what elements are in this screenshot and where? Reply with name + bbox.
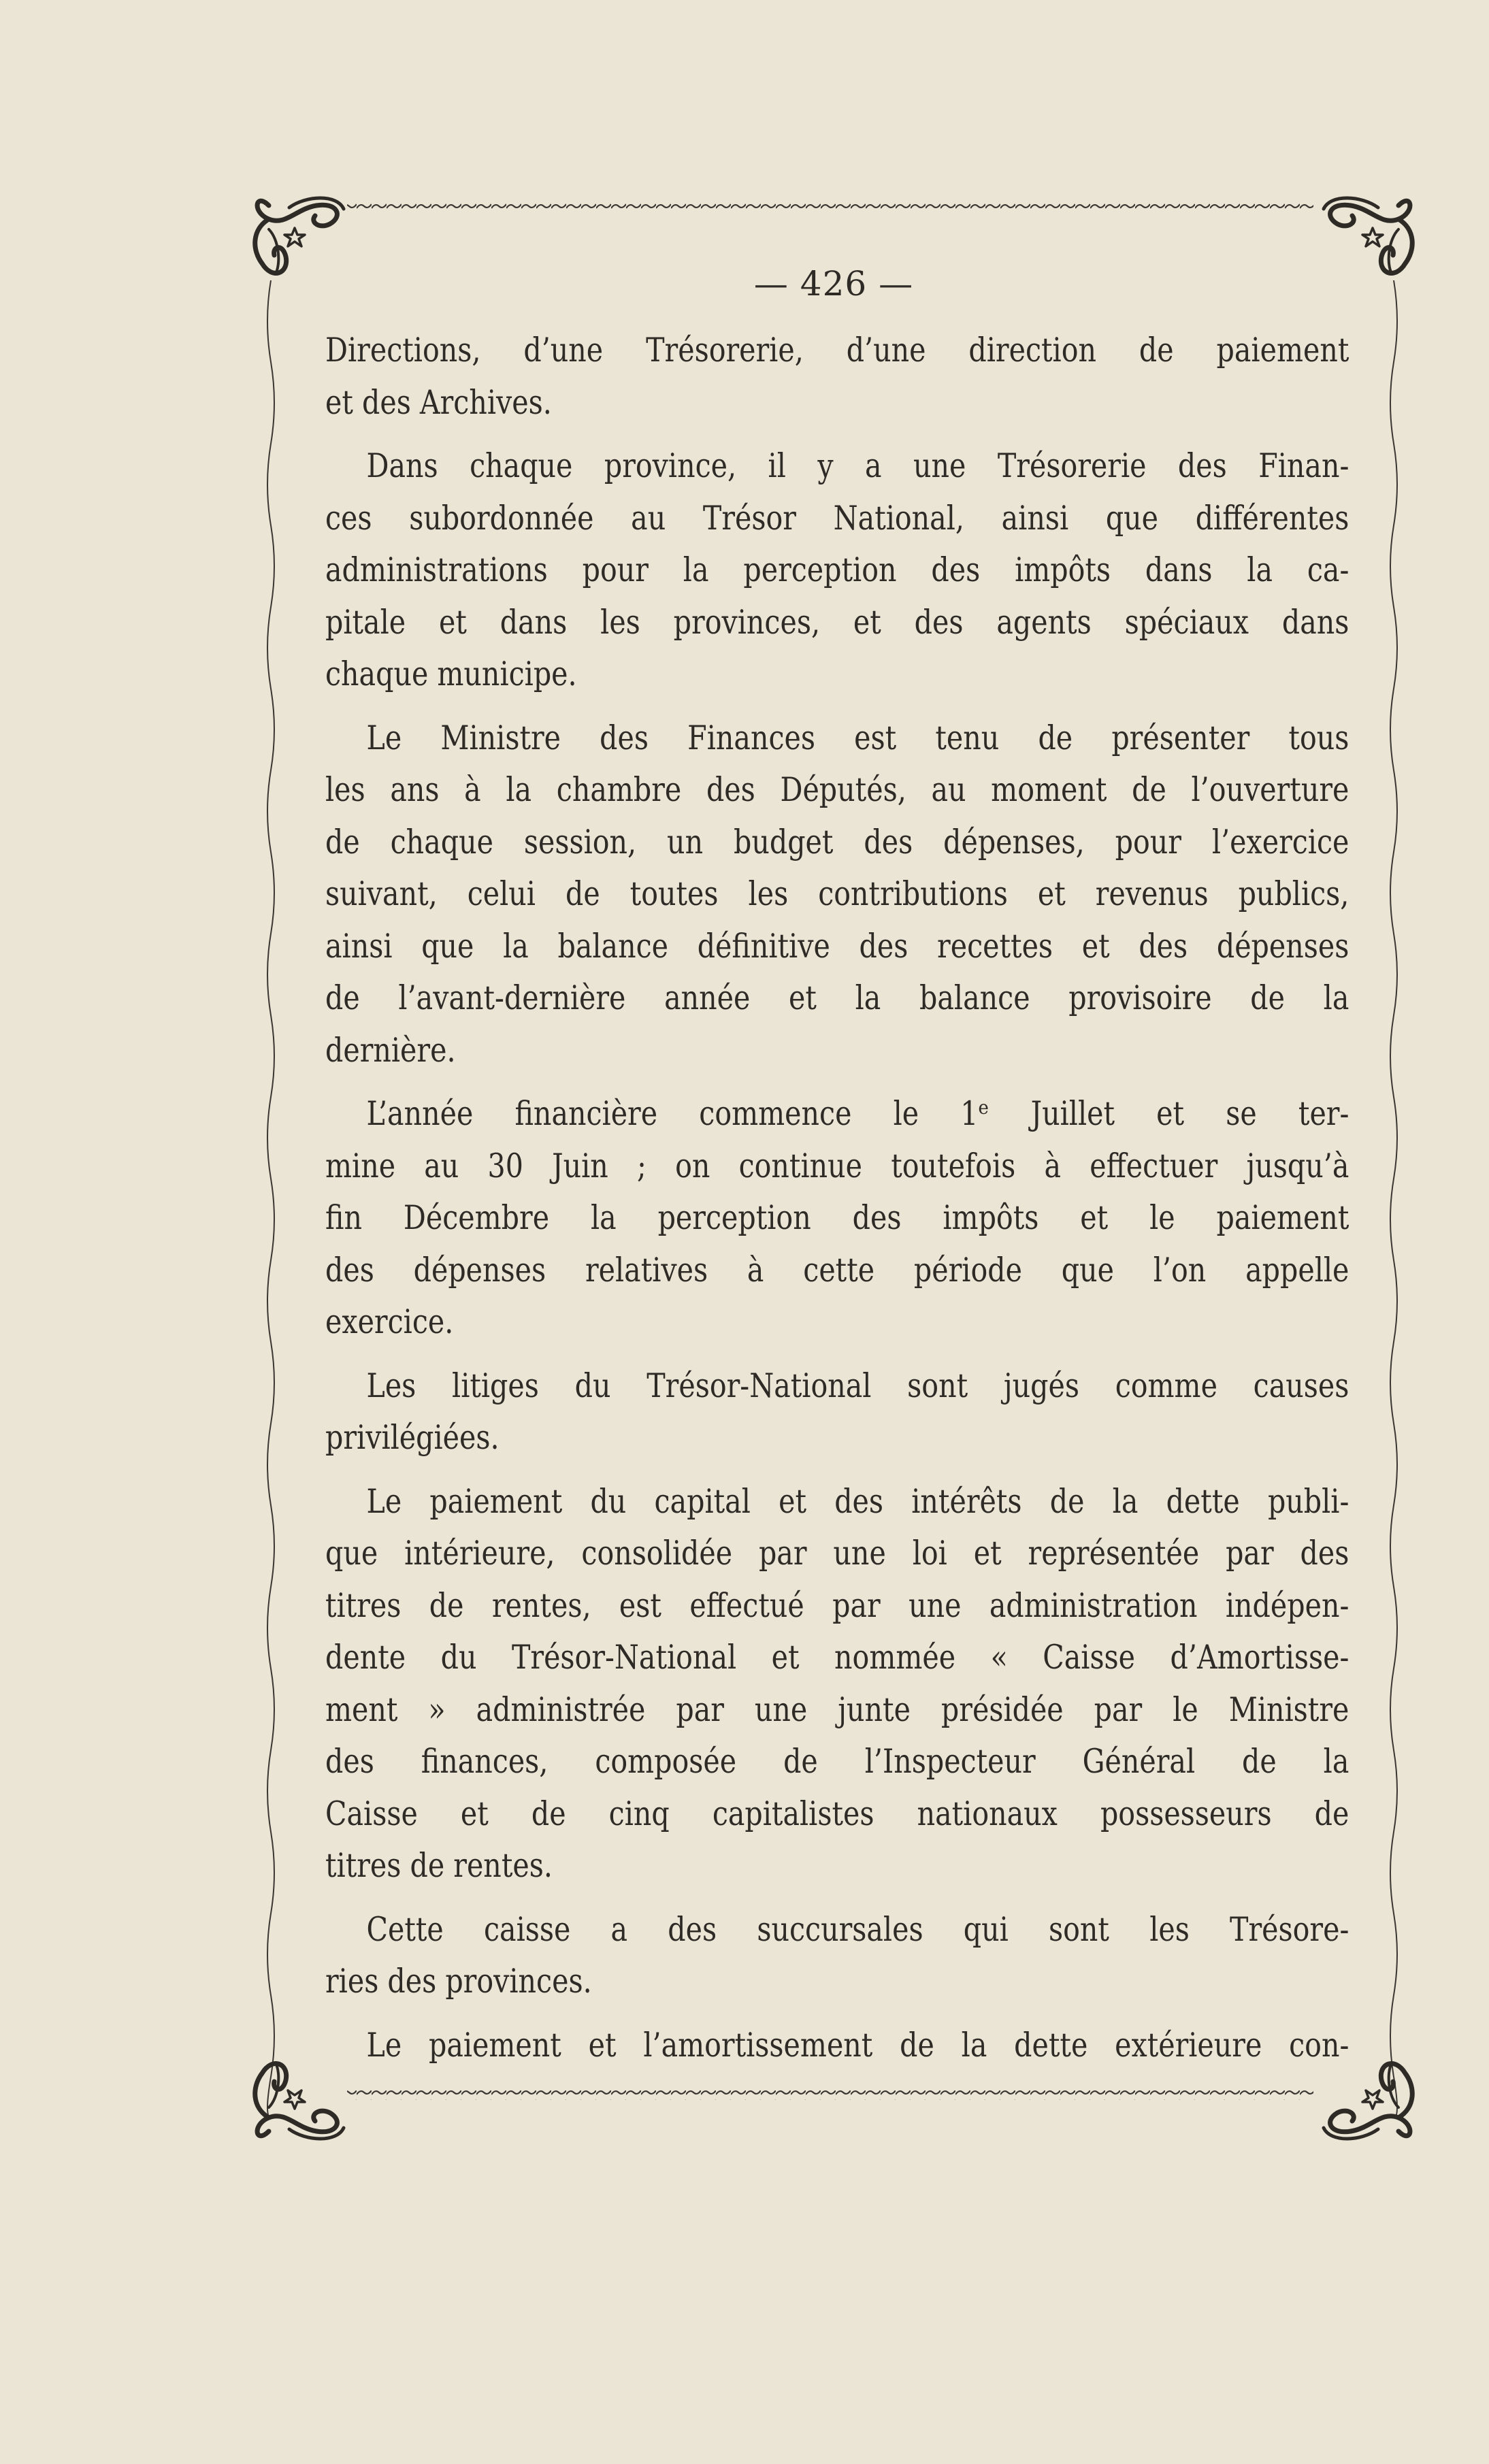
text-line: ries des provinces.: [325, 1962, 592, 2001]
text-line: pitale et dans les provinces, et des agents spéciaux dans: [325, 602, 1349, 642]
text-line: ainsi que la balance définitive des recettes et des dépenses: [325, 926, 1349, 966]
text-line: Le paiement et l’amortissement de la dette extérieure con-: [366, 2025, 1349, 2065]
text-line: ment » administrée par une junte présidée par le Ministre: [325, 1690, 1349, 1729]
text-line: et des Archives.: [325, 382, 552, 422]
left-border-line: [267, 280, 274, 2118]
text-line: Caisse et de cinq capitalistes nationaux possesseurs de: [325, 1794, 1349, 1833]
page-number: — 426 —: [753, 264, 914, 303]
text-line: L’année financière commence le 1ᵉ Juillet et se ter-: [366, 1094, 1349, 1133]
text-line: Le paiement du capital et des intérêts de la dette publi-: [366, 1481, 1349, 1521]
paragraph: [325, 325, 1349, 429]
paragraph: [325, 440, 1349, 701]
text-line: Le Ministre des Finances est tenu de présenter tous: [366, 718, 1349, 757]
text-line: des finances, composée de l’Inspecteur Général de la: [325, 1742, 1349, 1781]
text-line: Directions, d’une Trésorerie, d’une direction de paiement: [325, 331, 1349, 369]
text-line: exercice.: [325, 1302, 454, 1341]
text-line: privilégiées.: [325, 1418, 500, 1457]
text-line: chaque municipe.: [325, 655, 577, 693]
paragraph: [325, 1476, 1349, 1892]
text-line: Cette caisse a des succursales qui sont les Trésore-: [366, 1909, 1349, 1949]
paragraph: [325, 712, 1349, 1077]
text-line: des dépenses relatives à cette période que l’on appelle: [325, 1250, 1349, 1290]
text-line: titres de rentes, est effectué par une administration indépen-: [325, 1586, 1349, 1625]
paragraph: [325, 1088, 1349, 1349]
paragraph: [325, 2020, 1349, 2072]
text-line: les ans à la chambre des Députés, au moment de l’ouverture: [325, 770, 1349, 809]
text-line: de l’avant-dernière année et la balance provisoire de la: [325, 979, 1349, 1017]
text-line: dente du Trésor-National et nommée « Caisse d’Amortisse-: [325, 1638, 1349, 1677]
text-line: que intérieure, consolidée par une loi et représentée par des: [325, 1534, 1349, 1573]
page-frame: [252, 192, 1416, 2145]
right-border-line: [1390, 280, 1397, 2118]
text-line: dernière.: [325, 1030, 456, 1070]
text-line: titres de rentes.: [325, 1846, 553, 1885]
text-line: suivant, celui de toutes les contributions et revenus publics,: [325, 874, 1349, 913]
corner-ornament-top-right-icon: [1324, 198, 1412, 274]
text-line: Dans chaque province, il y a une Trésorerie des Finan-: [366, 446, 1349, 485]
paragraph: [325, 1360, 1349, 1464]
text-line: administrations pour la perception des impôts dans la ca-: [325, 551, 1349, 589]
text-line: mine au 30 Juin ; on continue toutefois à effectuer jusqu’à: [325, 1146, 1349, 1185]
text-body: [325, 325, 1349, 2083]
paragraph: [325, 1904, 1349, 2008]
text-line: ces subordonnée au Trésor National, ainsi que différentes: [325, 498, 1349, 538]
text-line: fin Décembre la perception des impôts et le paiement: [325, 1198, 1349, 1237]
corner-ornament-top-left-icon: [255, 198, 344, 274]
text-line: Les litiges du Trésor-National sont jugés comme causes: [366, 1366, 1349, 1405]
text-line: de chaque session, un budget des dépenses, pour l’exercice: [325, 822, 1349, 861]
